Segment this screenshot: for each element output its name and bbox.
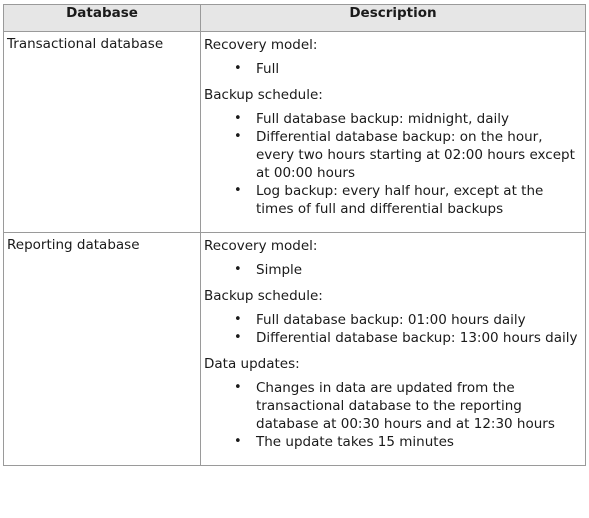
- table-header-row: [4, 5, 586, 32]
- bullet-icon: •: [234, 330, 242, 345]
- section-label-backup-schedule: Backup schedule:: [204, 288, 323, 304]
- bullet-icon: •: [234, 262, 242, 277]
- backup-schedule-list: [204, 311, 582, 347]
- table-row-transactional: [4, 32, 586, 233]
- bullet-icon: •: [234, 111, 242, 126]
- list-item: • Full: [234, 61, 280, 77]
- bullet-icon: •: [234, 312, 242, 327]
- backup-schedule-list: [204, 110, 582, 218]
- list-item: • Log backup: every half hour, except at the times of full and differential backups: [234, 183, 544, 217]
- section-label-recovery-model: Recovery model:: [204, 37, 318, 53]
- bullet-icon: •: [234, 129, 242, 144]
- list-item: • Differential database backup: on the hour, every two hours starting at 02:00 hours except at 00:00 hours: [234, 129, 575, 181]
- database-table: [3, 4, 586, 466]
- document-page: [3, 4, 585, 466]
- section-label-recovery-model: Recovery model:: [204, 238, 318, 254]
- list-item: • Full database backup: 01:00 hours daily: [234, 312, 526, 328]
- list-item: • The update takes 15 minutes: [234, 434, 454, 450]
- bullet-icon: •: [234, 61, 242, 76]
- header-description: Description: [201, 5, 586, 32]
- data-updates-list: [204, 379, 582, 451]
- bullet-icon: •: [234, 183, 242, 198]
- bullet-icon: •: [234, 434, 242, 449]
- recovery-model-list: [204, 261, 582, 279]
- description-cell: [201, 233, 586, 466]
- header-database: Database: [4, 5, 201, 32]
- section-label-data-updates: Data updates:: [204, 356, 300, 372]
- list-item: • Full database backup: midnight, daily: [234, 111, 509, 127]
- list-item: • Simple: [234, 262, 303, 278]
- database-name-cell: Reporting database: [4, 233, 201, 466]
- section-label-backup-schedule: Backup schedule:: [204, 87, 323, 103]
- recovery-model-list: [204, 60, 582, 78]
- database-name-cell: Transactional database: [4, 32, 201, 233]
- table-row-reporting: [4, 233, 586, 466]
- list-item: • Differential database backup: 13:00 hours daily: [234, 330, 578, 346]
- list-item: • Changes in data are updated from the transactional database to the reporting database at 00:30 hours and at 12:30 hours: [234, 380, 555, 432]
- description-cell: [201, 32, 586, 233]
- bullet-icon: •: [234, 380, 242, 395]
